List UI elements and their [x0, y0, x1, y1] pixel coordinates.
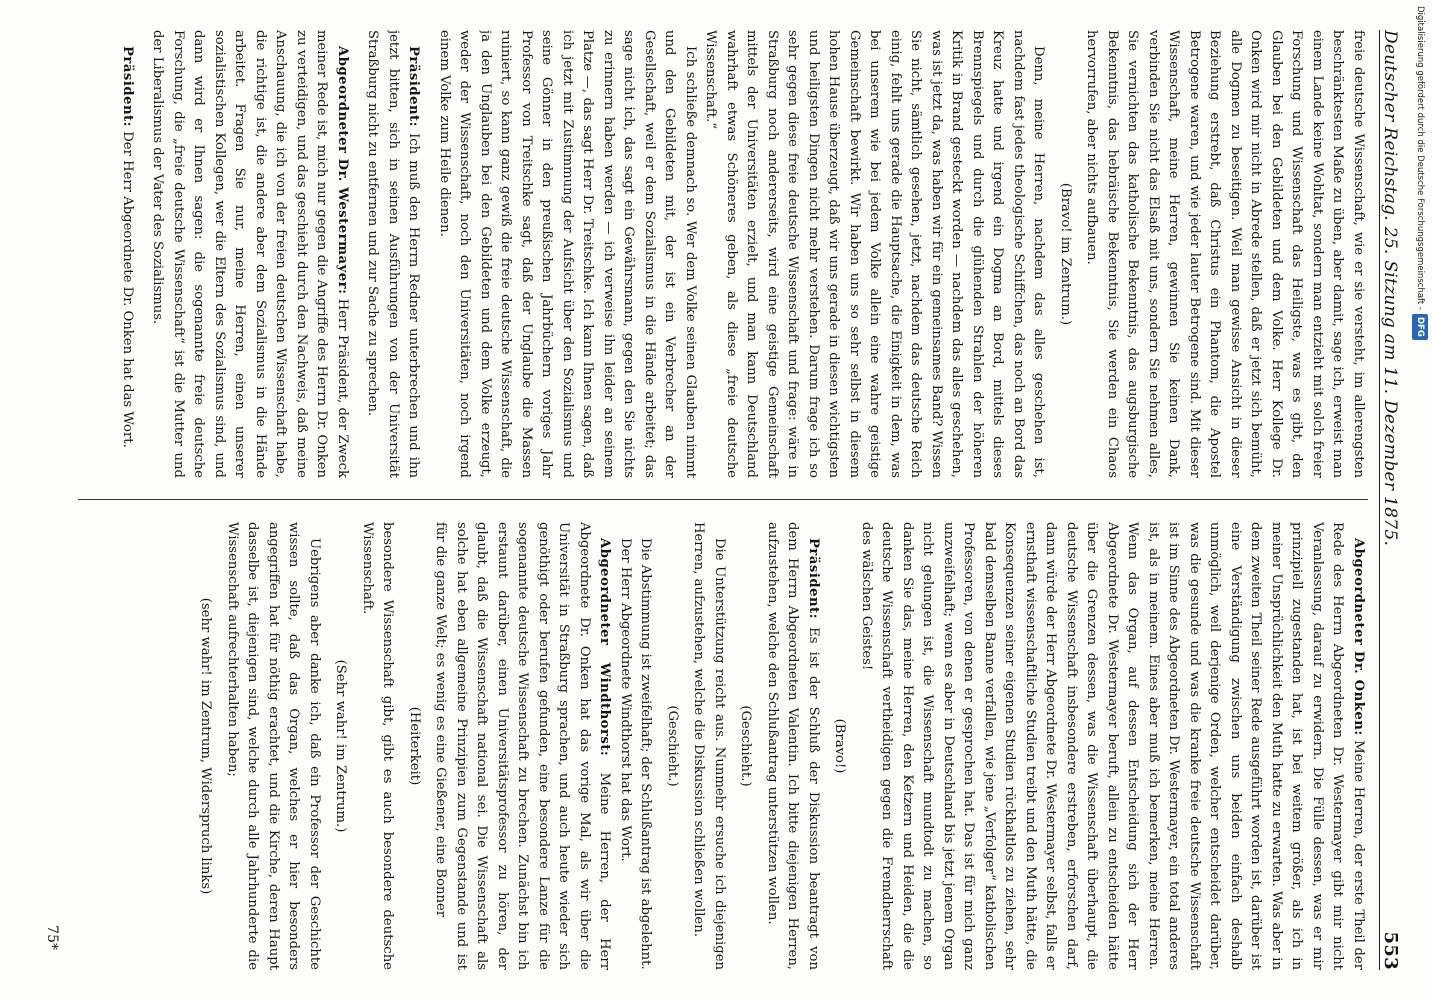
column-divider [78, 499, 1368, 500]
speech-text: Es ist der Schluß der Diskussion beantragt von dem Herrn Abgeordneten Valentin. Ich bitte diejenigen Herren, aufzustehen, welche den Schlußantrag unterstützen wollen. [765, 522, 821, 970]
speaker-name: Präsident: [806, 538, 821, 620]
dfg-logo: DFG [1412, 314, 1428, 340]
speech-paragraph [117, 30, 138, 478]
speech-text: Meine Herren, der erste Theil der Rede des Herrn Abgeordneten Dr. Westermayer gibt mir nicht Veranlassung, darauf zu erwidern. Die Fülle dessen, was er mir prinzipiell zugestanden hat, ist bei weitem größer, als ich in meiner Unsprüchlichkeit den Muth hatte zu erwarten. Was aber in dem zweiten Theil seiner Rede ausgeführt worden ist, darüber ist eine Verständigung zwischen uns beiden einfach deshalb unmöglich, weil derjenige Orden, welcher entscheidet darüber, was die gesunde und was die kranke freie deutsche Wissenschaft ist im Sinne des Abgeordneten Dr. Westermayer, ein total anderes ist, als in meinem. Eines aber muß ich bemerken, meine Herren. Wenn das Organ, auf dessen Entscheidung sich der Herr Abgeordnete Dr. Westermayer beruft, allein zu entscheiden hätte über die Grenzen dessen, was die Wissenschaft überhaupt, die deutsche Wissenschaft insbesondere erstreben, erforschen darf, dann würde der Herr Abgeordnete Dr. Westermayer selbst, falls er ernsthaft wissenschaftliche Studien treibt und den Muth hätte, die Konsequenzen seiner eigenen Studien rückhaltlos zu ziehen, sehr bald demselben Banne verfallen, wie jene „Verfolger“ katholischen Professoren, von denen er gesprochen hat. Das ist für mich ganz unzweifelhaft; wenn es aber in Deutschland bis jetzt jenem Organ nicht gelungen ist, die Wissenschaft mundtodt zu machen, so danken Sie das, meine Herren, den Ketzern und Heiden, die die deutsche Wissenschaft vertheidigen gegen die Fremdherrschaft des wälschen Geistes! [859, 522, 1366, 970]
speech-paragraph [762, 522, 824, 970]
stage-direction: (Heiterkeit) [407, 706, 422, 786]
body-paragraph: Der Herr Abgeordnete Windthorst hat das Wort. [618, 538, 633, 862]
speech-paragraph [856, 522, 1369, 970]
dfg-footer-text [1412, 6, 1428, 992]
page-number: 553 [1380, 931, 1402, 970]
speaker-name: Abgeordneter Dr. Westermayer: [335, 46, 350, 295]
stage-direction: (Bravo! im Zentrum.) [1058, 182, 1073, 326]
rotated-page [34, 30, 1414, 970]
speaker-name: Abgeordneter Windthorst: [597, 538, 613, 757]
spacer [424, 30, 434, 478]
signature-mark: 75* [44, 925, 61, 950]
body-paragraph: besondere Wissenschaft gibt, gibt es auch besondere deutsche Wissenschaft. [360, 522, 396, 970]
page-header [1379, 30, 1414, 970]
stage-direction: (Geschieht.) [665, 705, 680, 787]
body-paragraph: Denn, meine Herren, nachdem das alles geschehen ist, nachdem fast jedes theologische Schiffchen, das noch an Bord das Kreuz hatte und irgend ein Dogma an Bord, mittels dieses Brennspiegels und durch die glühenden Strahlen der höheren Kritik in Brand gesteckt worden — nachdem das alles geschehen, was ist jetzt da, was haben wir für ein gemeinsames Band? Wissen Sie nicht, sämtlich gesehen, jetzt, nachdem das deutsche Reich einig, fehlt uns gerade die Hauptsache, die Einigkeit in dem, was bei unserem wie bei jedem Volke allein eine wahre geistige Gemeinschaft bewirkt. Wir haben uns so sehr selbst in diesem hohen Hause überzeugt, daß wir uns gerade in diesen wichtigsten und heiligsten Dingen nicht mehr verstehen. Darum frage ich so sehr gegen diese freie deutsche Wissenschaft und frage: wäre in Straßburg noch andererseits, wird eine geistige Gemeinschaft mittels der Universitäten erzielt, und man kann Deutschland wahrhaft etwas Schöneres geben, als diese „freie deutsche Wissenschaft.“ [703, 30, 1047, 478]
speech-paragraph [430, 522, 615, 970]
speech-text: Meine Herren, der Herr Abgeordnete Dr. Onken hat das vorige Mal, als wir über die Universität in Straßburg sprachen, und auch heute wieder sich genöthigt oder berufen gefunden, eine besondere Lanze für die sogenannte deutsche Wissenschaft zu brechen. Zunächst bin ich erstaunt darüber, einen Universitätsprofessor zu hören, der glaubt, daß die Wissenschaft national sei. Die Wissenschaft als solche hat eben allgemeine Prinzipien zum Gegenstande und ist für die ganze Welt; es wenig es eine Gießener, eine Bonner [433, 522, 613, 970]
body-paragraph: Die Abstimmung ist zweifelhaft; der Schlußantrag ist abgelehnt. [638, 538, 654, 970]
body-paragraph: Die Unterstützung reicht aus. Nunmehr ersuche ich diejenigen Herren, aufzustehen, welche die Diskussion schließen wollen. [691, 522, 727, 970]
speech-text: Der Herr Abgeordnete Dr. Onken hat das Wort. [120, 131, 135, 448]
spacer [137, 30, 147, 478]
body-paragraph: Ich schließe demnach so. Wer dem Volke seinen Glauben nimmt und den Gebildeten mit, der ist ein Verbrecher an der Gesellschaft, weil er dem Sozialismus in die Hände arbeitet; das sage nicht ich, das sagt ein Gewährsmann, gegen den Sie nichts zu erinnern haben werden — ich verweise ihn leider an seinem Platze —, das sagt Herr Dr. Treitschke. Ich kann Ihnen sagen, daß ich jetzt mit Zustimmung der Aufsicht über den Sozialismus und seine Gönner in den preußischen Jahrbüchern voriges Jahr Professor von Treitschke sagt, daß der Unglaube die Massen ruiniert, so kann ganz gewiß die freie deutsche Wissenschaft, die ja den Unglauben bei den Gebildeten und dem Volke erzeugt, weder der Wissenschaft, noch den Universitäten, noch irgend einem Volke zum Heile dienen. [437, 30, 698, 478]
page-title: Deutscher Reichstag. 25. Sitzung am 11. Dezember 1875. [1380, 30, 1401, 547]
speaker-name: Abgeordneter Dr. Onken: [1351, 538, 1366, 736]
body-paragraph: freie deutsche Wissenschaft, wie er sie versteht, im allerengsten beschränktesten Maße zu üben, aber damit, sage ich, erweist man einem Lande keine Wohltat, sondern man entzieht mit solch freier Forschung und Wissenschaft das Heiligste, was es gibt, den Glauben bei den Gebildeten und dem Volke. Herr Kollege Dr. Onken wird mir nicht in Abrede stellen, daß er jetzt sich bemüht, alle Dogmen zu beseitigen. Weil man gewisse Ansicht in dieser Beziehung erstrebt, daß Christus ein Phantom, die Apostel Betrogene waren, und wie jeder lauter Betrogene sind. Mit dieser Wissenschaft, meine Herren, gewinnen Sie keinen Dank, verbinden Sie nicht das Elsaß mit uns, sondern Sie nehmen alles, Sie vernichten das katholische Bekenntnis, das augsburgische Bekenntnis, das hebräische Bekenntnis, Sie werden ein Chaos hervorrufen, aber nichts aufbauen. [1084, 30, 1366, 478]
body-paragraph: Uebrigens aber danke ich, daß ein Professor der Geschichte wissen sollte, daß das Organ, welches er hier besonders angegriffen hat für nöthig erachtet, und die Kirche, deren Haupt dasselbe ist, diejenigen sind, welche durch alle Jahrhunderte die Wissenschaft aufrechterhalten haben; [225, 522, 322, 970]
speech-paragraph [147, 30, 352, 478]
right-column [78, 522, 1368, 970]
left-column [78, 30, 1368, 478]
speech-text: Herr Präsident, der Zweck meiner Rede ist, mich nur gegen die Angriffe des Herrn Dr. Onken zu verteidigen, und das geschieht durch den Nachweis, daß meine Anschauung, die ich von der freien deutschen Wissenschaft habe, die richtige ist, die andere aber dem Sozialismus in die Hände arbeitet. Fragen Sie nur, meine Herren, einen unserer sozialistischen Kollegen, wer die Eltern des Sozialismus sind, und dann wird er Ihnen sagen: die sogenannte freie deutsche Forschung, die „freie deutsche Wissenschaft“ ist die Mutter und der Liberalismus der Vater des Sozialismus. [150, 30, 350, 478]
speech-text: Ich muß den Herrn Redner unterbrechen und ihn jetzt bitten, sich in seinen Ausführungen von der Universität Straßburg nicht zu entfernen und zur Sache zu sprechen. [365, 30, 422, 478]
speaker-name: Präsident: [406, 46, 422, 128]
footer-credit: Digitalisierung gefördert durch die Deutsche Forschungsgemeinschaft - [1415, 6, 1425, 310]
speech-paragraph [362, 30, 424, 478]
spacer [352, 30, 362, 478]
speaker-name: Präsident: [120, 46, 135, 128]
stage-direction: (Geschieht.) [738, 705, 754, 787]
dfg-footer [1412, 6, 1428, 992]
stage-direction: (Sehr wahr! im Zentrum.) [333, 659, 349, 833]
stage-direction: (sehr wahr! im Zentrum, Widerspruch links) [198, 597, 214, 895]
stage-direction: (Bravo!) [832, 718, 848, 774]
